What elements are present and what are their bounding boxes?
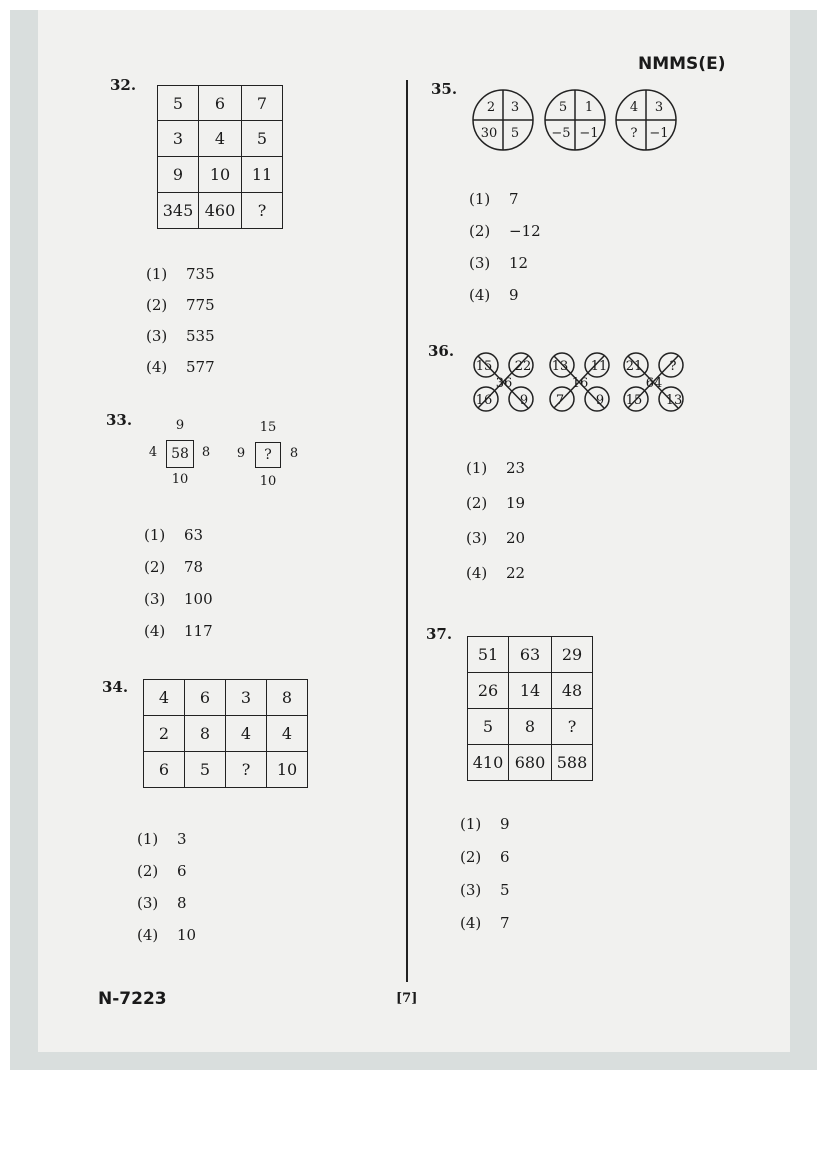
q36-figures xyxy=(470,350,688,416)
q33-options xyxy=(144,519,213,647)
figure-value: 15 xyxy=(475,359,493,374)
grid-cell: 4 xyxy=(144,680,185,716)
grid-cell: 6 xyxy=(144,752,185,788)
q32-options xyxy=(146,259,215,383)
circle-value: 3 xyxy=(654,100,664,115)
figure-value: 36 xyxy=(495,376,513,391)
cross-figure xyxy=(474,353,533,411)
option[interactable]: (4) 117 xyxy=(144,622,213,640)
option[interactable]: (4) 22 xyxy=(466,564,526,582)
question-number: 35. xyxy=(431,80,458,98)
circle-value: 5 xyxy=(510,126,520,141)
figure-value: 9 xyxy=(519,393,529,408)
grid-cell: 3 xyxy=(158,121,199,157)
option[interactable]: (4) 9 xyxy=(469,286,519,304)
grid-cell: 4 xyxy=(267,716,308,752)
circle-value: 2 xyxy=(486,100,496,115)
option[interactable]: (1) 735 xyxy=(146,265,215,283)
figure-value: 22 xyxy=(514,359,532,374)
fig-top: 9 xyxy=(175,418,185,433)
grid-cell: 7 xyxy=(242,86,283,121)
q34-options xyxy=(137,823,196,951)
circle-value: 3 xyxy=(510,100,520,115)
page-number: [7] xyxy=(396,991,418,1006)
option[interactable]: (2) 775 xyxy=(146,296,215,314)
figure-value: 16 xyxy=(475,393,493,408)
option[interactable]: (1) 23 xyxy=(466,459,526,477)
cross-figure xyxy=(550,353,609,411)
grid-cell: 51 xyxy=(468,637,509,673)
figure-value: 13 xyxy=(665,393,683,408)
fig-right: 8 xyxy=(201,445,211,460)
fig-center-box: 58 xyxy=(166,440,194,468)
grid-cell: 10 xyxy=(199,157,242,193)
fig-right: 8 xyxy=(289,446,299,461)
fig-bottom: 10 xyxy=(259,474,277,489)
option[interactable]: (2) −12 xyxy=(469,222,541,240)
option[interactable]: (1) 63 xyxy=(144,526,204,544)
option[interactable]: (2) 19 xyxy=(466,494,526,512)
option[interactable]: (3) 5 xyxy=(460,881,510,899)
option[interactable]: (3) 12 xyxy=(469,254,529,272)
grid-cell: 8 xyxy=(267,680,308,716)
q35-circles xyxy=(470,86,680,158)
grid-cell: 3 xyxy=(226,680,267,716)
grid-cell: 48 xyxy=(552,673,593,709)
q34-grid xyxy=(143,679,308,788)
option[interactable]: (1) 9 xyxy=(460,815,510,833)
circle-value: −1 xyxy=(649,126,669,141)
column-divider xyxy=(406,80,408,982)
figure-value: 64 xyxy=(645,376,663,391)
figure-value: 15 xyxy=(625,393,643,408)
fig-left: 9 xyxy=(236,446,246,461)
grid-cell: 10 xyxy=(267,752,308,788)
option[interactable]: (4) 577 xyxy=(146,358,215,376)
grid-cell: 29 xyxy=(552,637,593,673)
grid-cell: ? xyxy=(226,752,267,788)
figure-value: 13 xyxy=(551,359,569,374)
option[interactable]: (1) 3 xyxy=(137,830,187,848)
option[interactable]: (2) 6 xyxy=(137,862,187,880)
grid-cell: 5 xyxy=(158,86,199,121)
circle-value: −5 xyxy=(551,126,571,141)
grid-cell: 4 xyxy=(199,121,242,157)
circle-figure xyxy=(545,90,605,150)
q36-options xyxy=(466,451,525,591)
grid-cell: 5 xyxy=(185,752,226,788)
circle-value: −1 xyxy=(579,126,599,141)
grid-cell: 5 xyxy=(468,709,509,745)
q37-options xyxy=(460,808,510,940)
grid-cell: 2 xyxy=(144,716,185,752)
exam-code: NMMS(E) xyxy=(638,54,726,74)
grid-cell: ? xyxy=(552,709,593,745)
fig-bottom: 10 xyxy=(171,472,189,487)
fig-left: 4 xyxy=(148,445,158,460)
option[interactable]: (3) 8 xyxy=(137,894,187,912)
paper-code: N-7223 xyxy=(98,989,167,1009)
grid-cell: 4 xyxy=(226,716,267,752)
circle-figure xyxy=(616,90,676,150)
question-number: 36. xyxy=(428,342,455,360)
grid-cell: 8 xyxy=(185,716,226,752)
cross-figure xyxy=(624,353,683,411)
grid-cell: 11 xyxy=(242,157,283,193)
fig-top: 15 xyxy=(259,420,277,435)
grid-cell: 410 xyxy=(468,745,509,781)
q35-options xyxy=(469,183,541,311)
figure-value: 11 xyxy=(590,359,608,374)
option[interactable]: (1) 7 xyxy=(469,190,519,208)
question-number: 32. xyxy=(110,76,137,94)
option[interactable]: (3) 20 xyxy=(466,529,526,547)
q32-grid xyxy=(157,85,283,229)
grid-cell: 8 xyxy=(509,709,552,745)
figure-value: 21 xyxy=(625,359,643,374)
q37-grid xyxy=(467,636,593,781)
circle-value: 1 xyxy=(584,100,594,115)
figure-value: 9 xyxy=(595,393,605,408)
question-number: 34. xyxy=(102,678,129,696)
circle-value: 30 xyxy=(480,126,498,141)
fig-center-box: ? xyxy=(255,442,281,468)
option[interactable]: (4) 7 xyxy=(460,914,510,932)
grid-cell: 6 xyxy=(185,680,226,716)
circle-value: ? xyxy=(630,126,638,141)
grid-cell: 6 xyxy=(199,86,242,121)
circle-value: 5 xyxy=(558,100,568,115)
circle-value: 4 xyxy=(629,100,639,115)
figure-value: 16 xyxy=(571,376,589,391)
grid-cell: 460 xyxy=(199,193,242,229)
question-number: 37. xyxy=(426,625,453,643)
option[interactable]: (4) 10 xyxy=(137,926,197,944)
grid-cell: 26 xyxy=(468,673,509,709)
grid-cell: 680 xyxy=(509,745,552,781)
figure-value: 7 xyxy=(555,393,565,408)
grid-cell: ? xyxy=(242,193,283,229)
question-number: 33. xyxy=(106,411,133,429)
grid-cell: 9 xyxy=(158,157,199,193)
grid-cell: 588 xyxy=(552,745,593,781)
option[interactable]: (2) 6 xyxy=(460,848,510,866)
circle-figure xyxy=(473,90,533,150)
option[interactable]: (3) 100 xyxy=(144,590,213,608)
figure-value: ? xyxy=(669,359,677,374)
grid-cell: 5 xyxy=(242,121,283,157)
grid-cell: 345 xyxy=(158,193,199,229)
grid-cell: 63 xyxy=(509,637,552,673)
grid-cell: 14 xyxy=(509,673,552,709)
option[interactable]: (2) 78 xyxy=(144,558,204,576)
option[interactable]: (3) 535 xyxy=(146,327,215,345)
